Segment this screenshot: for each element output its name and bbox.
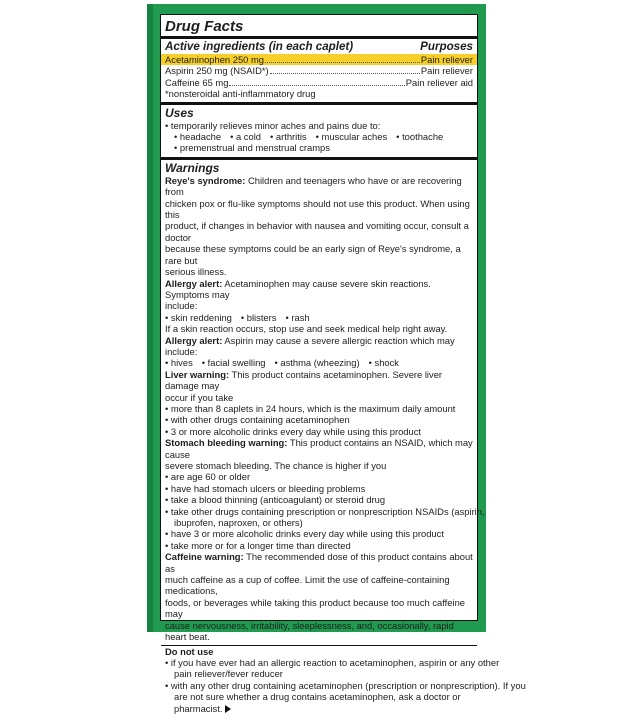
do-not-use-heading: Do not use [165,645,214,657]
allergy-alert-aspirin: Allergy alert: Aspirin may cause a severe allergic reaction which may include: [165,334,455,357]
list-item: • are age 60 or older [165,471,473,482]
divider [161,102,477,105]
purposes-heading: Purposes [420,40,473,53]
active-ingredients-heading: Active ingredients (in each caplet) [165,40,354,53]
list-item: • with other drugs containing acetaminophen [165,414,473,425]
divider [161,157,477,160]
ingredient-row: Caffeine 65 mg Pain reliever aid [165,76,473,88]
uses-item: • premenstrual and menstrual cramps [165,142,473,153]
uses-list: • headache• a cold• arthritis• muscular aches• toothache [165,131,473,142]
list-item-continued: ibuprofen, naproxen, or others) [174,517,303,529]
skin-reaction-list: • skin reddening• blisters• rash [165,312,473,323]
uses-intro: • temporarily relieves minor aches and pains due to: [165,120,473,131]
allergic-reaction-list: • hives• facial swelling• asthma (wheezing)• shock [165,357,473,368]
list-item: • take a blood thinning (anticoagulant) or steroid drug [165,494,473,505]
warnings-heading: Warnings [165,160,220,175]
list-item: • if you have ever had an allergic reaction to acetaminophen, aspirin or any other [165,657,473,668]
ingredient-row: Aspirin 250 mg (NSAID*) Pain reliever [165,65,473,77]
reyes-warning: Reye's syndrome: Children and teenagers who have or are recovering from [165,174,462,198]
drug-facts-label: Drug Facts Active ingredients (in each caplet) Purposes Acetaminophen 250 mg Pain reliever Aspirin 250 mg (NSAID*) Pain reliever Caffeine 65 mg Pain reliever aid *nonsteroidal anti-inflammatory drug Uses • temporarily relieves minor aches and pains due to: • headache• a cold• arthritis• muscular aches• toothache • premenstrual and menstrual cramps Warnings Reye's syndrome: Children and teenagers who have or are recovering from chicken pox or flu-like symptoms should not use this product. When using this product, if changes in behavior with nausea and vomiting occur, consult a doctor because these symptoms could be an early sign of Reye's syndrome, a rare but serious illness. Allergy alert: Acetaminophen may cause severe skin reactions. Symptoms may include: • skin reddening• blisters• rash If a skin reaction occurs, stop use and seek medical help right away. Allergy alert: Aspirin may cause a severe allergic reaction which may include: • hives• facial swelling• asthma (wheezing)• shock Liver warning: This product contains acetaminophen. Severe liver damage may occur if you take • more than 8 caplets in 24 hours, which is the maximum daily amount • with other drugs containing acetaminophen • 3 or more alcoholic drinks every day while using this product Stomach bleeding warning: This product contains an NSAID, which may cause severe stomach bleeding. The chance is higher if you • are age 60 or older • have had stomach ulcers or bleeding problems • take a blood thinning (anticoagulant) or steroid drug • take other drugs containing prescription or nonprescription NSAIDs (aspirin, ibuprofen, naproxen, or others) • have 3 or more alcoholic drinks every day while using this product • take more or for a longer time than directed Caffeine warning: The recommended dose of this product contains about as much caffeine as a cup of coffee. Limit the use of caffeine-containing medications, foods, or beverages while taking this product because too much caffeine may cause nervousness, irritability, sleeplessness, and, occasionally, rapid heart beat. Do not use • if you have ever had an allergic reaction to acetaminophen, aspirin or any other pain reliever/fever reducer • with any other drug containing acetaminophen (prescription or nonprescription). If you are not sure whether a drug contains acetaminophen, ask a doctor or pharmacist. [160,14,478,621]
uses-heading: Uses [165,105,194,120]
allergy-alert-acetaminophen: Allergy alert: Acetaminophen may cause severe skin reactions. Symptoms may [165,277,431,300]
active-ingredients-header [165,39,473,54]
continue-arrow-icon [225,705,231,713]
list-item: • more than 8 caplets in 24 hours, which is the maximum daily amount [165,403,473,414]
list-item: • 3 or more alcoholic drinks every day while using this product [165,426,473,437]
caffeine-warning: Caffeine warning: The recommended dose of this product contains about as [165,551,473,574]
list-item: • take more or for a longer time than directed [165,540,473,551]
stomach-bleeding-warning: Stomach bleeding warning: This product contains an NSAID, which may cause [165,437,473,460]
nsaid-footnote: *nonsteroidal anti-inflammatory drug [165,88,316,100]
ingredient-row: Acetaminophen 250 mg Pain reliever [161,54,477,65]
list-item: • have had stomach ulcers or bleeding problems [165,483,473,494]
liver-warning: Liver warning: This product contains acetaminophen. Severe liver damage may [165,368,443,392]
list-item: • have 3 or more alcoholic drinks every day while using this product [165,528,473,539]
list-item: • with any other drug containing acetaminophen (prescription or nonprescription). If you [165,680,473,691]
list-item-continued: are not sure whether a drug contains acetaminophen, ask a doctor or pharmacist. [174,691,461,714]
drug-facts-title: Drug Facts [165,18,244,35]
list-item: • take other drugs containing prescription or nonprescription NSAIDs (aspirin, [165,506,473,517]
